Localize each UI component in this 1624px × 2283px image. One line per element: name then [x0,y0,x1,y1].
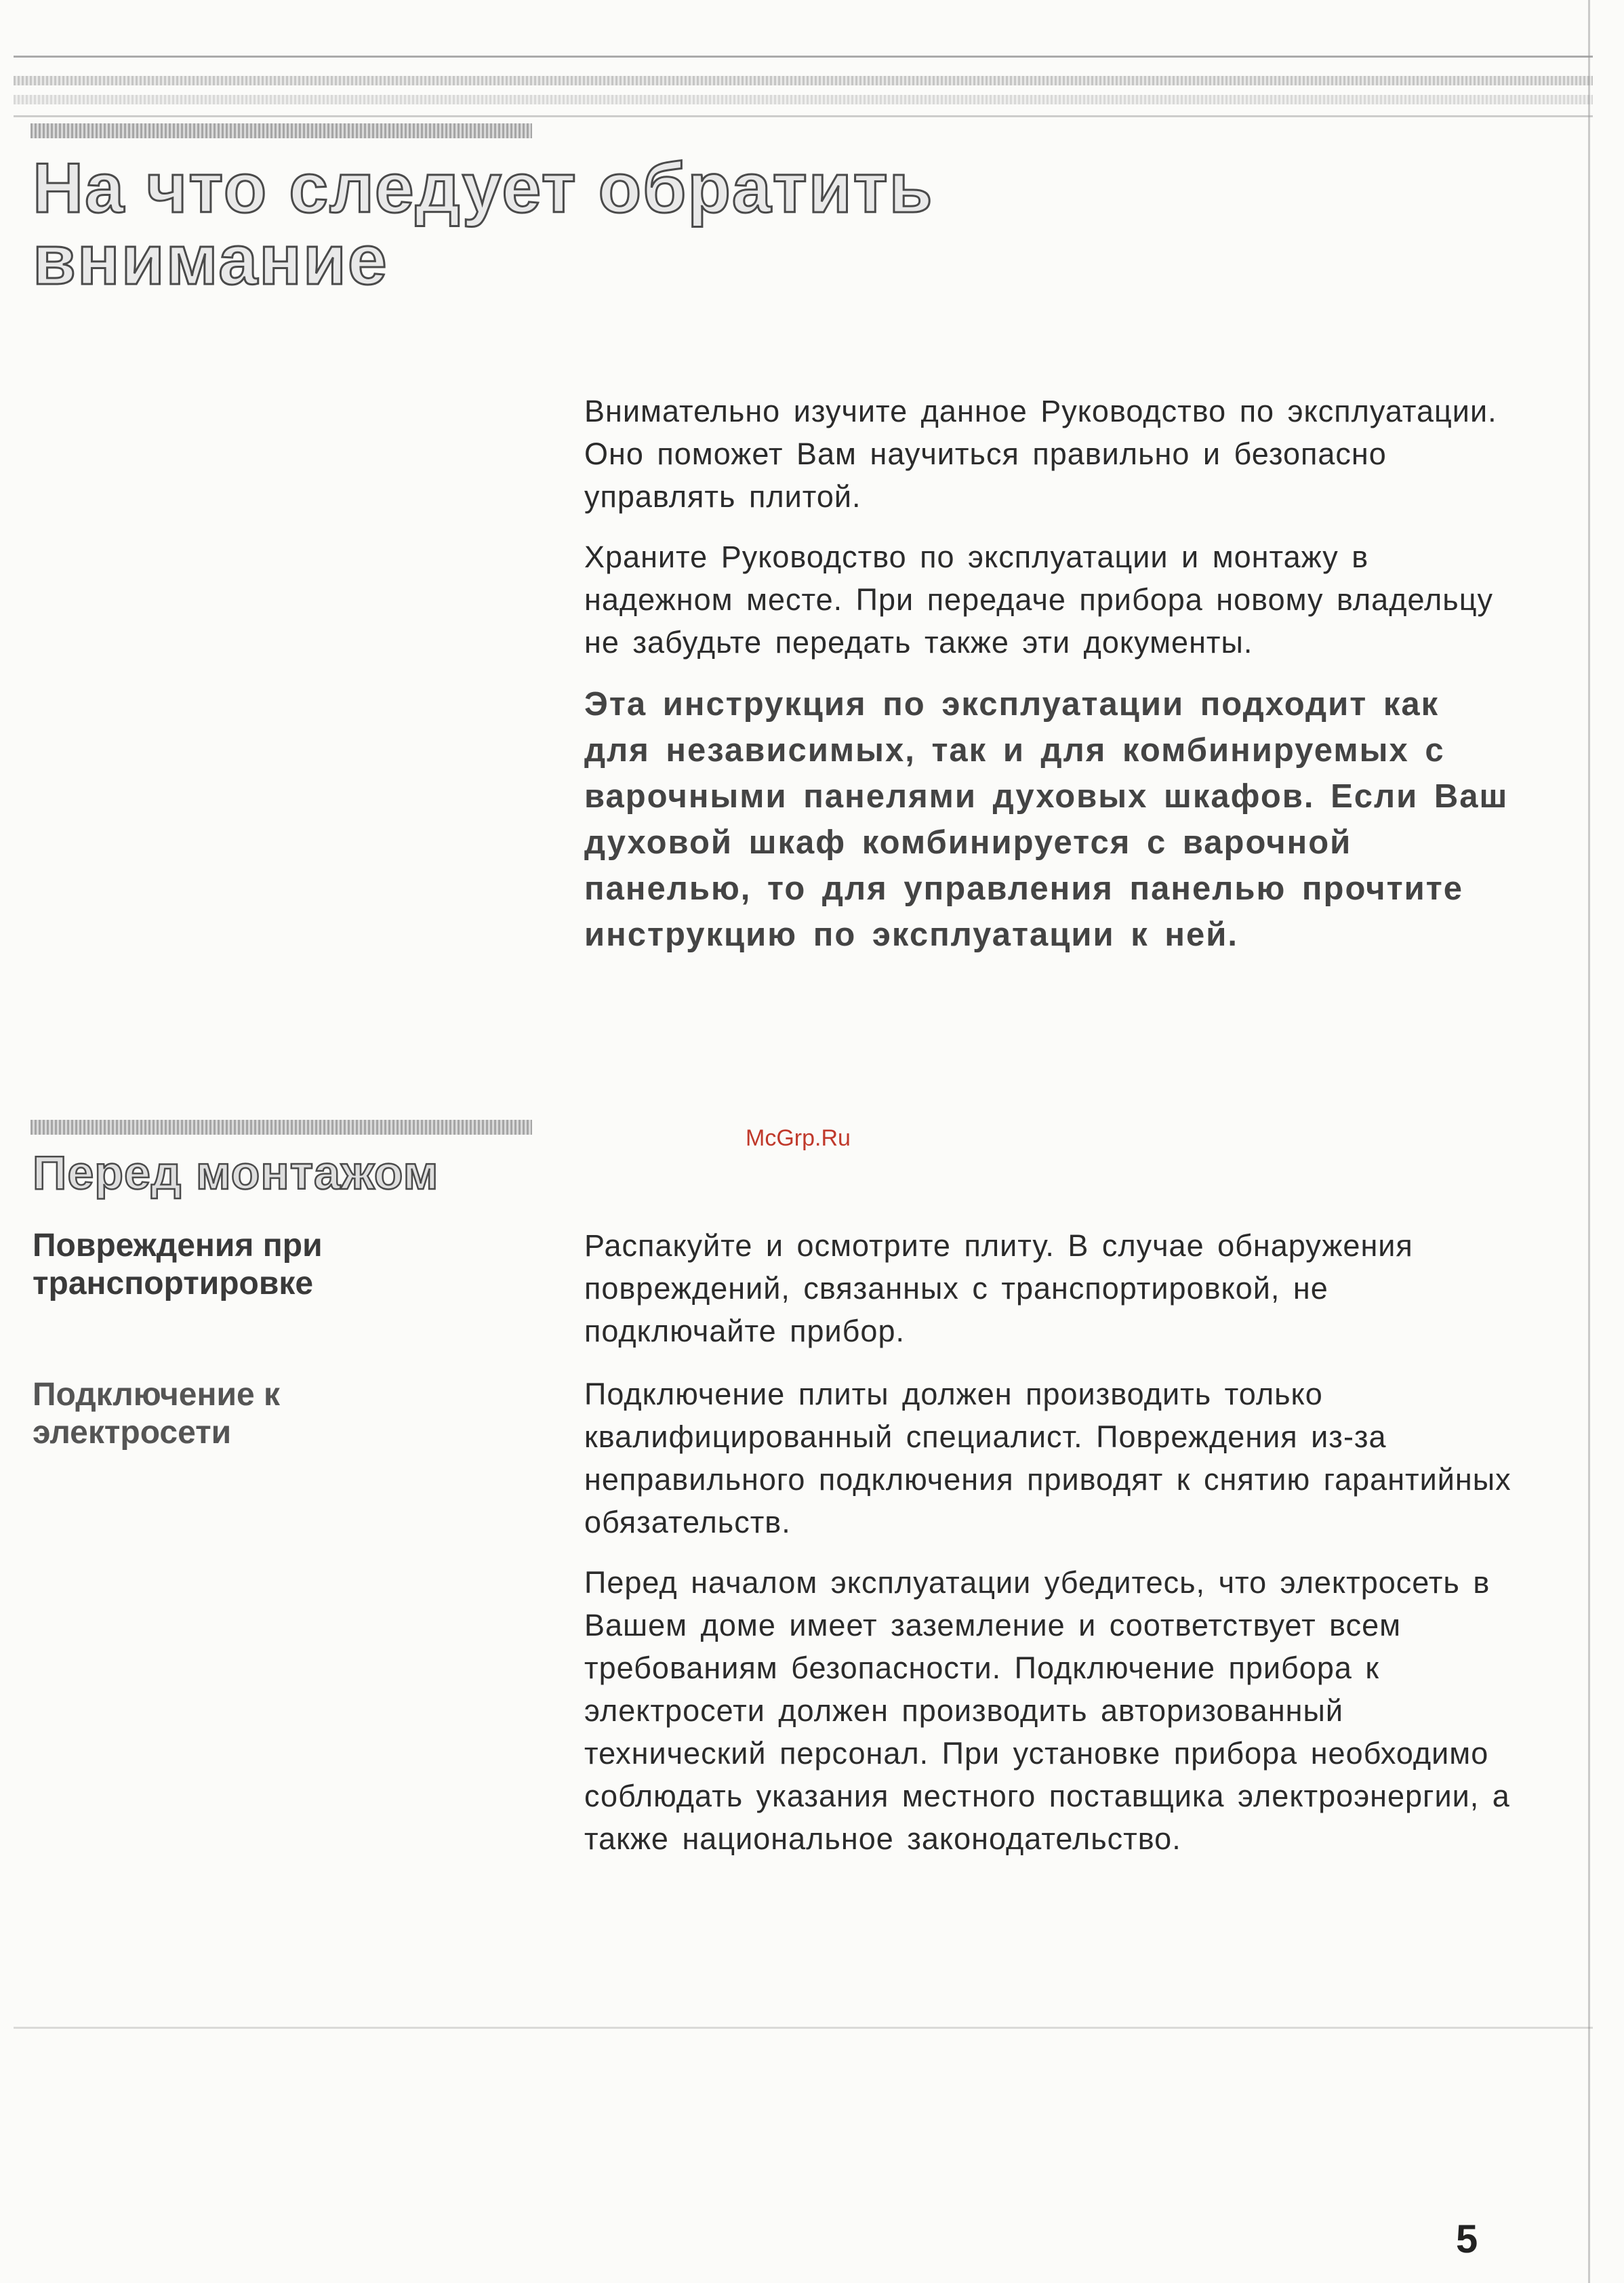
intro-text [584,390,1520,958]
electrical-connection-paragraph-2: Перед началом эксплуатации убедитесь, что электросеть в Вашем доме имеет заземление и соответствует всем требованиям безопасности. Подключение прибора к электросети должен производить авторизованный технический персонал. При установке прибора необходимо соблюдать указания местного поставщика электроэнергии, а также национальное законодательство. [584,1565,1510,1856]
page-number: 5 [1456,2217,1478,2261]
section-title: Перед монтажом [33,1146,439,1199]
intro-highlight: Эта инструкция по эксплуатации подходит как для независимых, так и для комбинируемых с варочными панелями духовых шкафов. Если Ваш духовой шкаф комбинируется с варочной панелью, то для управления панелью прочтите инструкцию по эксплуатации к ней. [584,686,1509,953]
electrical-connection-text [584,1373,1520,1878]
scan-band-top-2 [14,95,1593,104]
electrical-connection-paragraph-1: Подключение плиты должен производить только квалифицированный специалист. Повреждения из-за неправильного подключения приводят к снятию гарантийных обязательств. [584,1377,1511,1539]
scan-band-top [14,76,1593,85]
scan-line-bottom [14,2027,1593,2029]
transport-damage-text [584,1224,1520,1370]
section-bar [31,1120,532,1135]
scan-line-top [14,56,1593,58]
subheading-electrical-connection: Подключение к электросети [33,1377,281,1451]
subheading-transport-damage: Повреждения при транспортировке [33,1228,323,1301]
page-title: На что следует обратить внимание [33,149,934,300]
header-bar [31,123,532,138]
scan-line-top-2 [14,115,1593,117]
watermark: McGrp.Ru [746,1125,851,1151]
transport-damage-paragraph: Распакуйте и осмотрите плиту. В случае обнаружения повреждений, связанных с транспортировкой, не подключайте прибор. [584,1228,1413,1348]
intro-paragraph-2: Храните Руководство по эксплуатации и монтажу в надежном месте. При передаче прибора новому владельцу не забудьте передать также эти документы. [584,540,1493,660]
intro-paragraph-1: Внимательно изучите данное Руководство по эксплуатации. Оно поможет Вам научиться правильно и безопасно управлять плитой. [584,394,1497,514]
scan-edge-right [1588,0,1590,2283]
